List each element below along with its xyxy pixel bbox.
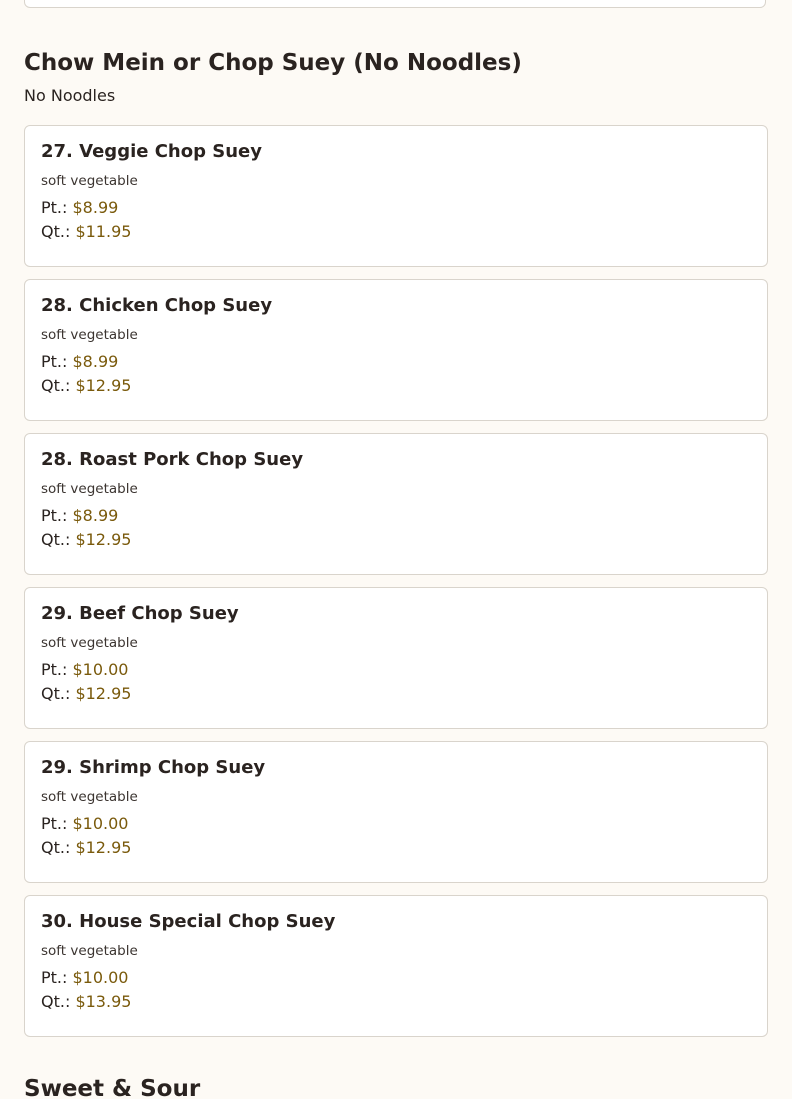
- quart-price: $11.95: [75, 222, 132, 241]
- pint-price: $8.99: [72, 506, 119, 525]
- menu-item-list: [24, 125, 768, 1037]
- menu-item-description: soft vegetable: [41, 635, 138, 651]
- menu-item-name: 27. Veggie Chop Suey: [41, 141, 262, 162]
- menu-item-description: soft vegetable: [41, 481, 138, 497]
- menu-item-card[interactable]: [24, 741, 768, 883]
- pint-label: Pt.:: [41, 814, 68, 833]
- menu-section-chop-suey: [24, 48, 768, 1049]
- menu-item-card[interactable]: [24, 895, 768, 1037]
- menu-item-card[interactable]: [24, 433, 768, 575]
- menu-item-description: soft vegetable: [41, 327, 138, 343]
- quart-price-line: [41, 374, 751, 398]
- quart-label: Qt.:: [41, 530, 71, 549]
- pint-price-line: [41, 196, 751, 220]
- pint-label: Pt.:: [41, 198, 68, 217]
- pint-price: $10.00: [72, 660, 129, 679]
- quart-label: Qt.:: [41, 684, 71, 703]
- menu-item-name: 28. Roast Pork Chop Suey: [41, 449, 304, 470]
- menu-item-description: soft vegetable: [41, 789, 138, 805]
- pint-label: Pt.:: [41, 968, 68, 987]
- pint-price-line: [41, 658, 751, 682]
- menu-item-card[interactable]: [24, 587, 768, 729]
- pint-price-line: [41, 504, 751, 528]
- menu-item-card[interactable]: [24, 125, 768, 267]
- section-title: Chow Mein or Chop Suey (No Noodles): [24, 50, 522, 76]
- quart-price-line: [41, 528, 751, 552]
- pint-price-line: [41, 966, 751, 990]
- menu-item-description: soft vegetable: [41, 173, 138, 189]
- pint-label: Pt.:: [41, 660, 68, 679]
- quart-label: Qt.:: [41, 992, 71, 1011]
- quart-price: $12.95: [75, 530, 132, 549]
- quart-price: $13.95: [75, 992, 132, 1011]
- pint-price: $8.99: [72, 352, 119, 371]
- next-section-title: Sweet & Sour: [24, 1076, 201, 1099]
- menu-item-name: 30. House Special Chop Suey: [41, 911, 336, 932]
- quart-price: $12.95: [75, 684, 132, 703]
- pint-price: $10.00: [72, 814, 129, 833]
- quart-label: Qt.:: [41, 376, 71, 395]
- menu-item-name: 29. Shrimp Chop Suey: [41, 757, 266, 778]
- menu-item-card[interactable]: [24, 279, 768, 421]
- previous-menu-item-card[interactable]: [24, 0, 766, 8]
- quart-price-line: [41, 682, 751, 706]
- quart-price: $12.95: [75, 838, 132, 857]
- quart-price-line: [41, 990, 751, 1014]
- pint-price: $8.99: [72, 198, 119, 217]
- quart-label: Qt.:: [41, 838, 71, 857]
- menu-item-description: soft vegetable: [41, 943, 138, 959]
- section-subtitle: No Noodles: [24, 86, 116, 105]
- quart-price-line: [41, 220, 751, 244]
- quart-label: Qt.:: [41, 222, 71, 241]
- pint-price-line: [41, 812, 751, 836]
- pint-price-line: [41, 350, 751, 374]
- menu-item-name: 28. Chicken Chop Suey: [41, 295, 273, 316]
- quart-price: $12.95: [75, 376, 132, 395]
- pint-price: $10.00: [72, 968, 129, 987]
- pint-label: Pt.:: [41, 506, 68, 525]
- quart-price-line: [41, 836, 751, 860]
- menu-item-name: 29. Beef Chop Suey: [41, 603, 239, 624]
- pint-label: Pt.:: [41, 352, 68, 371]
